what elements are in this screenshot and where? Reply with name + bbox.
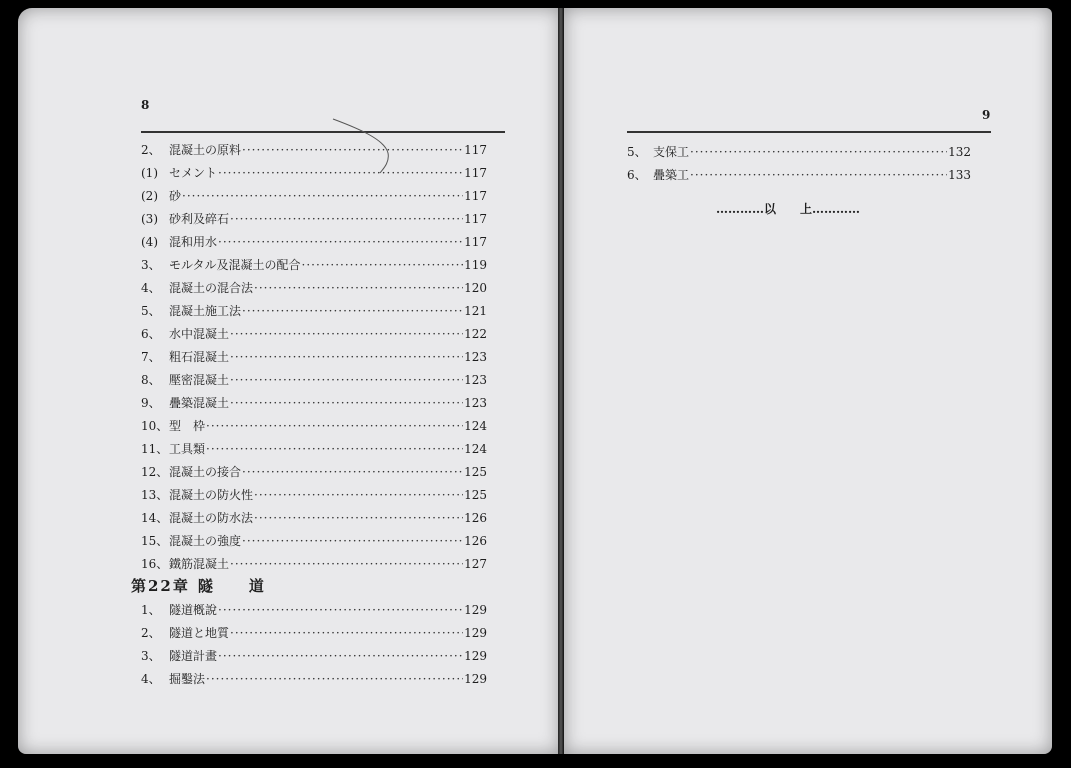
toc-entry-page: 129 bbox=[464, 626, 487, 640]
toc-entry bbox=[141, 210, 487, 233]
toc-entry bbox=[141, 394, 487, 417]
leader-dots bbox=[242, 304, 463, 318]
toc-entry-title: 粗石混凝土 bbox=[169, 350, 230, 364]
chapter-label: 第22章 bbox=[131, 577, 190, 595]
leader-dots bbox=[218, 603, 463, 617]
toc-entry-number: 6、 bbox=[141, 327, 161, 341]
toc-entry-page: 124 bbox=[464, 442, 487, 456]
leader-dots bbox=[254, 488, 463, 502]
toc-entry-number: 2、 bbox=[141, 626, 161, 640]
toc-entry-page: 126 bbox=[464, 511, 487, 525]
left-toc-list bbox=[141, 141, 487, 578]
toc-entry-page: 129 bbox=[464, 603, 487, 617]
toc-entry bbox=[627, 166, 971, 189]
toc-entry-page: 120 bbox=[464, 281, 487, 295]
toc-entry-number: 16、 bbox=[141, 557, 169, 571]
toc-entry-number: 5、 bbox=[627, 145, 647, 159]
right-header-rule bbox=[627, 131, 991, 133]
toc-entry-page: 125 bbox=[464, 488, 487, 502]
toc-entry bbox=[141, 532, 487, 555]
toc-entry-title: 隧道と地質 bbox=[169, 626, 230, 640]
leader-dots bbox=[206, 442, 463, 456]
toc-entry-number: (1) bbox=[141, 166, 158, 180]
chapter-toc-list bbox=[141, 601, 487, 693]
toc-entry bbox=[141, 670, 487, 693]
toc-entry-page: 129 bbox=[464, 672, 487, 686]
toc-entry-number: 4、 bbox=[141, 672, 161, 686]
toc-entry-page: 124 bbox=[464, 419, 487, 433]
toc-entry bbox=[141, 624, 487, 647]
toc-entry-page: 123 bbox=[464, 373, 487, 387]
toc-entry bbox=[141, 279, 487, 302]
left-header-rule bbox=[141, 131, 505, 133]
leader-dots bbox=[206, 672, 463, 686]
leader-dots bbox=[230, 557, 463, 571]
toc-entry-title: モルタル及混凝土の配合 bbox=[169, 258, 301, 272]
toc-entry-title: 疊築混凝土 bbox=[169, 396, 230, 410]
right-toc-list bbox=[627, 143, 971, 189]
leader-dots bbox=[230, 373, 463, 387]
toc-entry-number: 3、 bbox=[141, 258, 161, 272]
toc-entry-title: 混凝土の接合 bbox=[169, 465, 242, 479]
leader-dots bbox=[206, 419, 463, 433]
toc-entry-page: 132 bbox=[948, 145, 971, 159]
toc-entry-number: 9、 bbox=[141, 396, 161, 410]
toc-entry-number: (4) bbox=[141, 235, 158, 249]
toc-entry-number: 5、 bbox=[141, 304, 161, 318]
toc-entry-title: 隧道槪說 bbox=[169, 603, 218, 617]
toc-entry bbox=[141, 233, 487, 256]
right-page bbox=[564, 8, 1052, 754]
toc-entry-number: 3、 bbox=[141, 649, 161, 663]
toc-entry bbox=[141, 486, 487, 509]
toc-entry bbox=[141, 302, 487, 325]
toc-entry-title: 水中混凝土 bbox=[169, 327, 230, 341]
toc-entry bbox=[627, 143, 971, 166]
leader-dots bbox=[254, 511, 463, 525]
toc-entry-number: 12、 bbox=[141, 465, 169, 479]
toc-entry-title: 混凝土の原料 bbox=[169, 143, 242, 157]
toc-entry-title: 疊築工 bbox=[653, 168, 690, 182]
toc-entry-number: 1、 bbox=[141, 603, 161, 617]
toc-entry bbox=[141, 647, 487, 670]
toc-entry-number: (2) bbox=[141, 189, 158, 203]
toc-entry bbox=[141, 256, 487, 279]
toc-entry-title: 混凝土の防水法 bbox=[169, 511, 254, 525]
left-page-number: 8 bbox=[141, 98, 150, 112]
toc-entry-number: 4、 bbox=[141, 281, 161, 295]
toc-entry-title: 型 枠 bbox=[169, 419, 206, 433]
leader-dots bbox=[218, 235, 463, 249]
toc-entry-title: 混凝土の強度 bbox=[169, 534, 242, 548]
toc-entry-title: 壓密混凝土 bbox=[169, 373, 230, 387]
toc-entry-number: 8、 bbox=[141, 373, 161, 387]
leader-dots bbox=[302, 258, 464, 272]
toc-entry-page: 126 bbox=[464, 534, 487, 548]
toc-entry bbox=[141, 348, 487, 371]
toc-entry-title: 混和用水 bbox=[169, 235, 218, 249]
leader-dots bbox=[182, 189, 463, 203]
right-page-number: 9 bbox=[982, 108, 991, 122]
toc-entry bbox=[141, 509, 487, 532]
toc-entry-page: 133 bbox=[948, 168, 971, 182]
toc-entry-title: 混凝土の混合法 bbox=[169, 281, 254, 295]
toc-entry-page: 123 bbox=[464, 396, 487, 410]
toc-entry bbox=[141, 371, 487, 394]
leader-dots bbox=[242, 465, 463, 479]
leader-dots bbox=[230, 327, 463, 341]
toc-entry-number: 13、 bbox=[141, 488, 169, 502]
toc-entry-number: 10、 bbox=[141, 419, 169, 433]
end-mark: …………以 上………… bbox=[716, 202, 861, 216]
toc-entry-title: 掘鑿法 bbox=[169, 672, 206, 686]
toc-entry-title: 砂利及碎石 bbox=[169, 212, 230, 226]
chapter-heading bbox=[131, 575, 266, 596]
toc-entry-number: (3) bbox=[141, 212, 158, 226]
toc-entry bbox=[141, 601, 487, 624]
leader-dots bbox=[690, 145, 947, 159]
toc-entry-number: 6、 bbox=[627, 168, 647, 182]
leader-dots bbox=[230, 396, 463, 410]
toc-entry-page: 117 bbox=[464, 235, 487, 249]
toc-entry-page: 129 bbox=[464, 649, 487, 663]
leader-dots bbox=[230, 212, 463, 226]
chapter-title: 隧 道 bbox=[197, 577, 266, 595]
toc-entry-title: 工具類 bbox=[169, 442, 206, 456]
toc-entry bbox=[141, 440, 487, 463]
toc-entry-page: 127 bbox=[464, 557, 487, 571]
toc-entry-title: 隧道計畫 bbox=[169, 649, 218, 663]
toc-entry-page: 122 bbox=[464, 327, 487, 341]
toc-entry-page: 125 bbox=[464, 465, 487, 479]
toc-entry bbox=[141, 141, 487, 164]
toc-entry-number: 2、 bbox=[141, 143, 161, 157]
toc-entry bbox=[141, 417, 487, 440]
toc-entry-title: 混凝土の防火性 bbox=[169, 488, 254, 502]
pencil-mark bbox=[330, 115, 400, 177]
toc-entry-page: 119 bbox=[464, 258, 487, 272]
toc-entry-page: 121 bbox=[464, 304, 487, 318]
toc-entry-title: セメント bbox=[169, 166, 218, 180]
toc-entry-page: 117 bbox=[464, 212, 487, 226]
toc-entry-number: 7、 bbox=[141, 350, 161, 364]
toc-entry-title: 混凝土施工法 bbox=[169, 304, 242, 318]
toc-entry bbox=[141, 187, 487, 210]
leader-dots bbox=[254, 281, 463, 295]
leader-dots bbox=[230, 350, 463, 364]
leader-dots bbox=[242, 534, 463, 548]
leader-dots bbox=[230, 626, 463, 640]
toc-entry-title: 砂 bbox=[169, 189, 182, 203]
toc-entry-number: 15、 bbox=[141, 534, 169, 548]
toc-entry bbox=[141, 164, 487, 187]
toc-entry-number: 11、 bbox=[141, 442, 169, 456]
toc-entry bbox=[141, 325, 487, 348]
toc-entry-page: 123 bbox=[464, 350, 487, 364]
toc-entry bbox=[141, 463, 487, 486]
toc-entry-page: 117 bbox=[464, 166, 487, 180]
toc-entry-title: 鐵筋混凝土 bbox=[169, 557, 230, 571]
toc-entry-page: 117 bbox=[464, 189, 487, 203]
toc-entry-title: 支保工 bbox=[653, 145, 690, 159]
toc-entry-page: 117 bbox=[464, 143, 487, 157]
toc-entry-number: 14、 bbox=[141, 511, 169, 525]
leader-dots bbox=[218, 649, 463, 663]
leader-dots bbox=[690, 168, 947, 182]
